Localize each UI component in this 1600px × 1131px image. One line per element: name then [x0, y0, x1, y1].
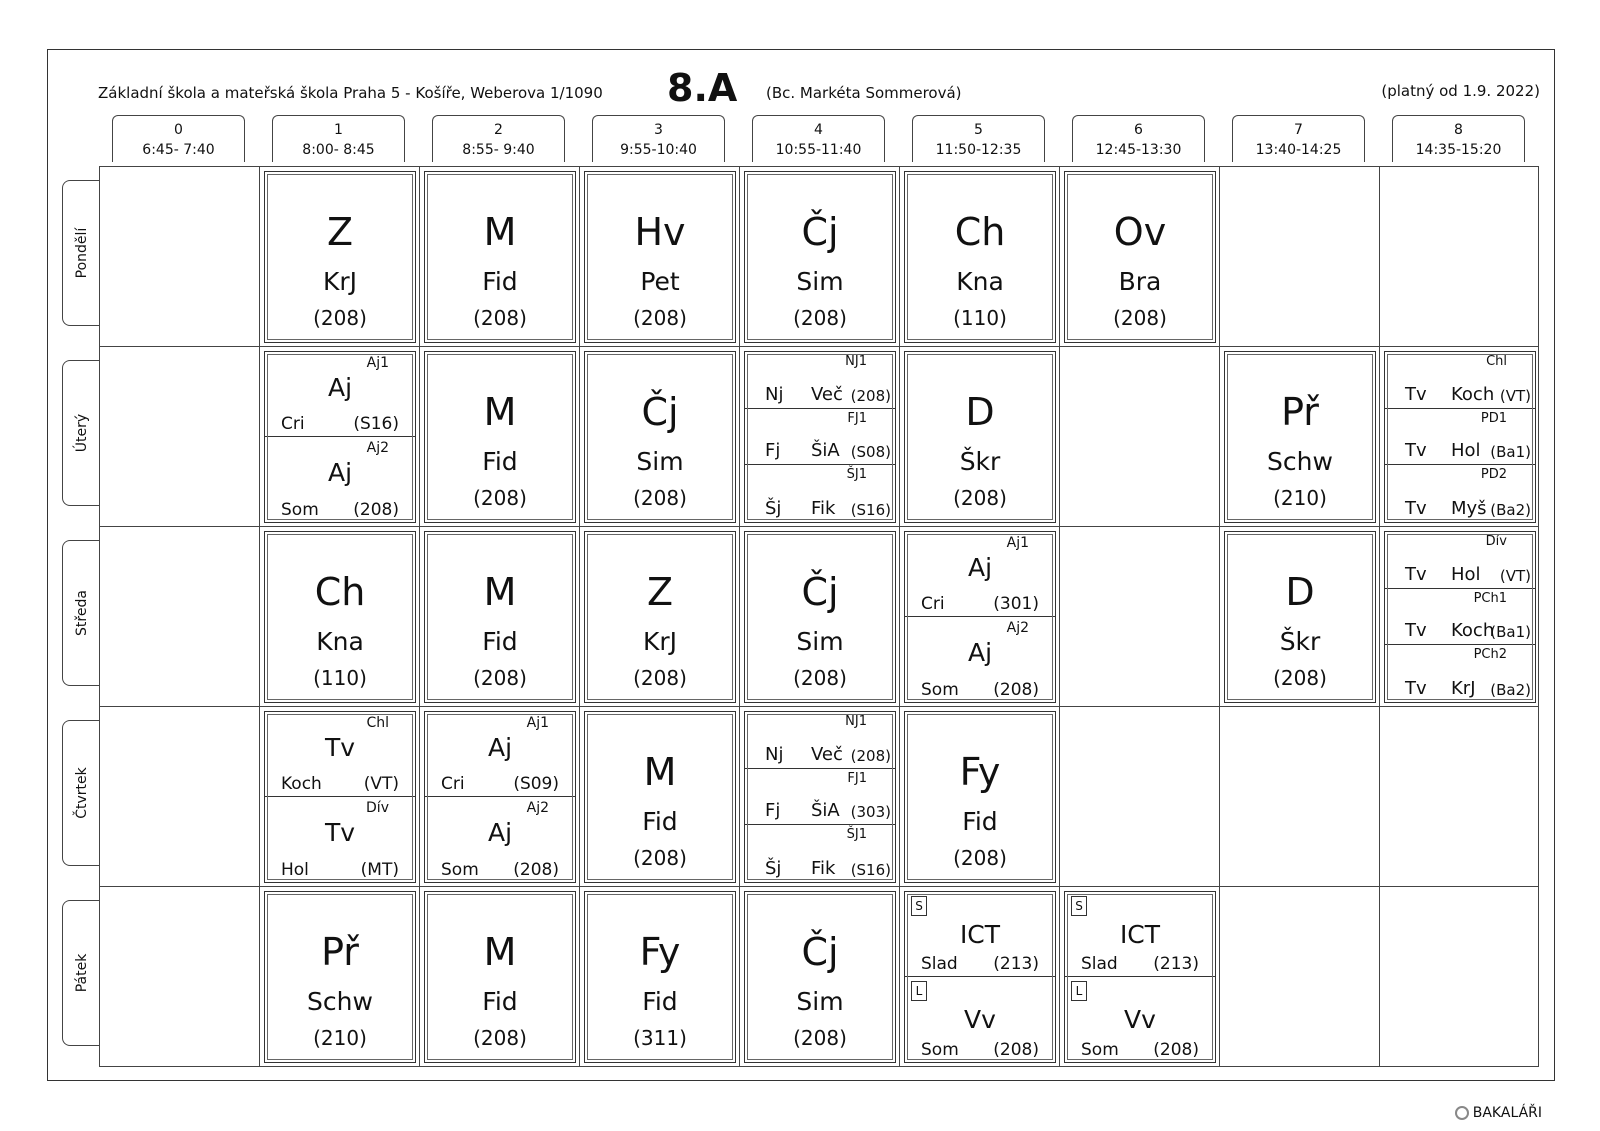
lesson-room: (208) — [633, 666, 687, 690]
lesson-teacher: Fid — [642, 807, 678, 836]
lesson-cell[interactable] — [264, 531, 416, 703]
timetable-header — [0, 66, 1600, 116]
lesson-room: (208) — [513, 860, 559, 880]
lesson-subject: M — [483, 210, 517, 254]
group-lesson — [1385, 532, 1535, 589]
lesson-teacher: Fik — [811, 857, 836, 879]
lesson-room: (S08) — [850, 443, 891, 462]
lesson-teacher: Myš — [1451, 497, 1487, 519]
lesson-subject: Fy — [639, 930, 681, 974]
period-time: 8:55- 9:40 — [462, 142, 535, 158]
period-tab-3 — [592, 115, 725, 162]
group-lesson — [905, 617, 1055, 702]
lesson-subject: Fj — [765, 440, 781, 462]
lesson-teacher: Koch — [1451, 383, 1495, 405]
bakalari-brand — [1455, 1105, 1542, 1121]
lesson-cell[interactable] — [264, 351, 416, 523]
lesson-room: (VT) — [363, 774, 399, 794]
lesson-subject: Aj — [487, 733, 513, 762]
lesson-subject: Z — [646, 570, 674, 614]
group-name: Aj2 — [526, 800, 549, 816]
lesson-subject: Aj — [967, 638, 993, 667]
period-number: 8 — [1454, 122, 1463, 138]
group-lesson — [905, 892, 1055, 977]
lesson-teacher: Som — [281, 500, 319, 520]
lesson-room: (208) — [993, 680, 1039, 700]
lesson-teacher: KrJ — [642, 627, 678, 656]
lesson-cell[interactable] — [1224, 531, 1376, 703]
group-lesson — [265, 712, 415, 797]
lesson-subject: Ov — [1113, 210, 1167, 254]
period-tab-1 — [272, 115, 405, 162]
week-marker: L — [911, 981, 927, 1001]
group-lesson — [745, 769, 895, 826]
period-number: 0 — [174, 122, 183, 138]
lesson-teacher: Pet — [640, 267, 680, 296]
lesson-subject: Tv — [1405, 440, 1427, 462]
lesson-room: (208) — [993, 1040, 1039, 1060]
lesson-subject: Vv — [964, 1005, 996, 1034]
lesson-room: (208) — [633, 306, 687, 330]
lesson-subject: Fj — [765, 800, 781, 822]
lesson-room: (208) — [793, 306, 847, 330]
lesson-cell[interactable] — [744, 531, 896, 703]
group-lesson — [1385, 589, 1535, 646]
lesson-room: (210) — [1273, 486, 1327, 510]
lesson-teacher: Hol — [1451, 440, 1481, 462]
lesson-cell[interactable] — [744, 171, 896, 343]
lesson-subject: Př — [321, 930, 359, 974]
lesson-subject: ICT — [1119, 920, 1161, 949]
group-name: PD2 — [1480, 467, 1507, 483]
lesson-cell[interactable] — [1224, 351, 1376, 523]
lesson-teacher: Schw — [1267, 447, 1333, 476]
slot — [1380, 887, 1540, 1067]
lesson-room: (208) — [633, 846, 687, 870]
lesson-room: (208) — [353, 500, 399, 520]
period-number: 6 — [1134, 122, 1143, 138]
period-time: 11:50-12:35 — [935, 142, 1022, 158]
lesson-room: (208) — [313, 306, 367, 330]
class-teacher: (Bc. Markéta Sommerová) — [766, 84, 962, 102]
day-label: Středa — [73, 590, 90, 636]
group-name: NJ1 — [845, 354, 867, 369]
lesson-subject: D — [1285, 570, 1315, 614]
lesson-cell[interactable] — [424, 171, 576, 343]
lesson-room: (Ba2) — [1490, 500, 1531, 519]
lesson-room: (208) — [473, 1026, 527, 1050]
lesson-teacher: Škr — [1279, 627, 1321, 656]
lesson-teacher: Cri — [441, 774, 465, 794]
lesson-subject: Z — [326, 210, 354, 254]
lesson-teacher: Več — [811, 743, 843, 765]
lesson-teacher: Fid — [482, 447, 518, 476]
lesson-room: (213) — [1153, 954, 1199, 974]
lesson-room: (S16) — [850, 860, 891, 879]
lesson-teacher: ŠiA — [811, 440, 840, 462]
slot — [1060, 527, 1220, 706]
slot — [100, 347, 260, 526]
slot — [1220, 707, 1380, 886]
period-tab-5 — [912, 115, 1045, 162]
lesson-teacher: Fid — [482, 267, 518, 296]
lesson-subject: Nj — [765, 743, 784, 765]
lesson-room: (213) — [993, 954, 1039, 974]
group-lesson — [745, 825, 895, 882]
group-lesson — [1065, 892, 1215, 977]
lesson-subject: M — [643, 750, 677, 794]
lesson-room: (S09) — [513, 774, 559, 794]
group-name: Chl — [1486, 354, 1507, 369]
bakalari-logo-icon — [1455, 1106, 1469, 1120]
lesson-subject: Aj — [327, 458, 353, 487]
lesson-cell[interactable] — [424, 711, 576, 883]
lesson-subject: Tv — [324, 818, 356, 847]
lesson-teacher: ŠiA — [811, 800, 840, 822]
group-name: Aj2 — [366, 440, 389, 456]
lesson-cell[interactable] — [904, 711, 1056, 883]
group-name: FJ1 — [847, 770, 867, 786]
lesson-teacher: Kna — [316, 627, 364, 656]
lesson-subject: M — [483, 390, 517, 434]
lesson-teacher: Schw — [307, 987, 373, 1016]
lesson-room: (110) — [313, 666, 367, 690]
lesson-teacher: Fid — [482, 627, 518, 656]
period-number: 7 — [1294, 122, 1303, 138]
lesson-room: (208) — [850, 386, 891, 405]
lesson-subject: Čj — [801, 570, 839, 614]
group-lesson — [425, 712, 575, 797]
lesson-cell[interactable] — [904, 891, 1056, 1063]
lesson-room: (311) — [633, 1026, 687, 1050]
group-name: NJ1 — [845, 714, 867, 729]
lesson-cell[interactable] — [1064, 891, 1216, 1063]
lesson-teacher: Som — [921, 680, 959, 700]
lesson-room: (208) — [473, 306, 527, 330]
period-time: 12:45-13:30 — [1095, 142, 1182, 158]
valid-from: (platný od 1.9. 2022) — [1381, 82, 1540, 100]
lesson-teacher: Slad — [921, 954, 958, 974]
group-lesson — [1385, 645, 1535, 702]
period-time: 9:55-10:40 — [620, 142, 697, 158]
lesson-teacher: Več — [811, 383, 843, 405]
group-name: PCh2 — [1473, 647, 1507, 663]
lesson-teacher: Slad — [1081, 954, 1118, 974]
day-label: Pátek — [73, 953, 90, 993]
day-label: Pondělí — [73, 227, 90, 279]
lesson-cell[interactable] — [584, 531, 736, 703]
group-lesson — [905, 532, 1055, 617]
group-lesson — [1065, 977, 1215, 1062]
lesson-cell[interactable] — [1384, 351, 1536, 523]
group-name: ŠJ1 — [846, 827, 867, 843]
period-tab-2 — [432, 115, 565, 162]
lesson-cell[interactable] — [744, 711, 896, 883]
slot — [1060, 347, 1220, 526]
lesson-teacher: Koch — [281, 774, 322, 794]
lesson-teacher: Sim — [636, 447, 684, 476]
lesson-subject: Fy — [959, 750, 1001, 794]
period-time: 13:40-14:25 — [1255, 142, 1342, 158]
lesson-teacher: Hol — [281, 860, 309, 880]
period-time: 10:55-11:40 — [775, 142, 862, 158]
lesson-subject: Tv — [1405, 620, 1427, 642]
lesson-cell[interactable] — [584, 351, 736, 523]
timetable-grid — [99, 166, 1539, 1067]
lesson-room: (208) — [850, 746, 891, 765]
lesson-subject: Aj — [327, 373, 353, 402]
lesson-room: (110) — [953, 306, 1007, 330]
period-number: 5 — [974, 122, 983, 138]
lesson-teacher: Fid — [482, 987, 518, 1016]
lesson-cell[interactable] — [424, 531, 576, 703]
lesson-subject: Tv — [1405, 383, 1427, 405]
group-name: Aj1 — [526, 715, 549, 731]
lesson-teacher: Sim — [796, 627, 844, 656]
lesson-subject: Aj — [487, 818, 513, 847]
group-name: ŠJ1 — [846, 467, 867, 483]
lesson-subject: Aj — [967, 553, 993, 582]
lesson-room: (210) — [313, 1026, 367, 1050]
lesson-teacher: KrJ — [1451, 677, 1476, 699]
lesson-room: (Ba2) — [1490, 680, 1531, 699]
period-time: 8:00- 8:45 — [302, 142, 375, 158]
group-name: FJ1 — [847, 410, 867, 426]
lesson-cell[interactable] — [1384, 531, 1536, 703]
day-label: Úterý — [73, 413, 90, 453]
lesson-cell[interactable] — [904, 351, 1056, 523]
lesson-room: (208) — [633, 486, 687, 510]
lesson-room: (VT) — [1499, 386, 1531, 405]
lesson-teacher: Fid — [642, 987, 678, 1016]
lesson-subject: Hv — [634, 210, 686, 254]
lesson-teacher: Koch — [1451, 620, 1495, 642]
lesson-teacher: Hol — [1451, 563, 1481, 585]
group-name: PD1 — [1480, 410, 1507, 426]
lesson-subject: Tv — [324, 733, 356, 762]
slot — [1220, 167, 1380, 346]
lesson-cell[interactable] — [904, 171, 1056, 343]
period-number: 3 — [654, 122, 663, 138]
lesson-cell[interactable] — [744, 351, 896, 523]
day-tab-wed — [62, 540, 100, 686]
group-name: Chl — [366, 715, 389, 731]
lesson-teacher: Som — [1081, 1040, 1119, 1060]
slot — [100, 707, 260, 886]
lesson-subject: Tv — [1405, 497, 1427, 519]
group-lesson — [1385, 465, 1535, 522]
period-tab-8 — [1392, 115, 1525, 162]
slot — [1220, 887, 1380, 1067]
lesson-subject: Nj — [765, 383, 784, 405]
lesson-teacher: Som — [921, 1040, 959, 1060]
slot — [100, 527, 260, 706]
group-name: Dív — [366, 800, 389, 816]
slot — [1060, 707, 1220, 886]
lesson-room: (208) — [473, 666, 527, 690]
day-tab-mon — [62, 180, 100, 326]
lesson-subject: D — [965, 390, 995, 434]
lesson-teacher: Cri — [281, 414, 305, 434]
group-lesson — [745, 712, 895, 769]
day-tab-tue — [62, 360, 100, 506]
group-lesson — [905, 977, 1055, 1062]
lesson-subject: Čj — [641, 390, 679, 434]
lesson-subject: M — [483, 930, 517, 974]
week-marker: L — [1071, 981, 1087, 1001]
lesson-cell[interactable] — [584, 711, 736, 883]
slot — [100, 167, 260, 346]
lesson-subject: Šj — [765, 497, 782, 519]
lesson-cell[interactable] — [584, 171, 736, 343]
lesson-subject: M — [483, 570, 517, 614]
lesson-room: (208) — [1153, 1040, 1199, 1060]
lesson-subject: Čj — [801, 930, 839, 974]
group-lesson — [425, 797, 575, 882]
lesson-room: (208) — [473, 486, 527, 510]
slot — [1380, 707, 1540, 886]
class-name: 8.A — [667, 66, 738, 110]
group-lesson — [745, 409, 895, 466]
lesson-cell[interactable] — [744, 891, 896, 1063]
group-name: Aj2 — [1006, 620, 1029, 636]
period-tab-4 — [752, 115, 885, 162]
group-lesson — [265, 352, 415, 437]
group-lesson — [265, 797, 415, 882]
slot — [1380, 167, 1540, 346]
period-tab-6 — [1072, 115, 1205, 162]
lesson-cell[interactable] — [424, 891, 576, 1063]
lesson-room: (208) — [953, 846, 1007, 870]
group-name: Aj1 — [1006, 535, 1029, 551]
lesson-room: (208) — [953, 486, 1007, 510]
lesson-cell[interactable] — [264, 891, 416, 1063]
lesson-subject: ICT — [959, 920, 1001, 949]
period-number: 4 — [814, 122, 823, 138]
lesson-room: (VT) — [1499, 566, 1531, 585]
lesson-teacher: Bra — [1118, 267, 1162, 296]
lesson-teacher: Cri — [921, 594, 945, 614]
period-number: 2 — [494, 122, 503, 138]
lesson-cell[interactable] — [1064, 171, 1216, 343]
lesson-room: (Ba1) — [1490, 443, 1531, 462]
period-tab-0 — [112, 115, 245, 162]
lesson-room: (Ba1) — [1490, 623, 1531, 642]
lesson-room: (208) — [793, 1026, 847, 1050]
group-lesson — [265, 437, 415, 522]
group-name: Dív — [1485, 534, 1507, 549]
lesson-room: (303) — [850, 803, 891, 822]
period-time: 6:45- 7:40 — [142, 142, 215, 158]
lesson-subject: Vv — [1124, 1005, 1156, 1034]
brand-label: BAKALÁŘI — [1472, 1105, 1542, 1121]
period-time: 14:35-15:20 — [1415, 142, 1502, 158]
lesson-teacher: Sim — [796, 987, 844, 1016]
group-lesson — [745, 465, 895, 522]
day-label: Čtvrtek — [73, 767, 90, 819]
period-number: 1 — [334, 122, 343, 138]
lesson-teacher: Škr — [959, 447, 1001, 476]
week-marker: S — [911, 896, 927, 916]
lesson-room: (S16) — [353, 414, 399, 434]
group-lesson — [1385, 409, 1535, 466]
school-name: Základní škola a mateřská škola Praha 5 - Košíře, Weberova 1/1090 — [98, 84, 603, 102]
lesson-teacher: KrJ — [322, 267, 358, 296]
period-tab-7 — [1232, 115, 1365, 162]
lesson-teacher: Kna — [956, 267, 1004, 296]
lesson-teacher: Sim — [796, 267, 844, 296]
slot — [100, 887, 260, 1067]
lesson-subject: Šj — [765, 857, 782, 879]
lesson-subject: Čj — [801, 210, 839, 254]
group-name: Aj1 — [366, 355, 389, 371]
lesson-subject: Tv — [1405, 677, 1427, 699]
group-name: PCh1 — [1473, 590, 1507, 606]
group-lesson — [745, 352, 895, 409]
lesson-teacher: Som — [441, 860, 479, 880]
day-tab-fri — [62, 900, 100, 1046]
group-lesson — [1385, 352, 1535, 409]
week-marker: S — [1071, 896, 1087, 916]
lesson-room: (208) — [793, 666, 847, 690]
lesson-subject: Tv — [1405, 563, 1427, 585]
lesson-room: (208) — [1273, 666, 1327, 690]
lesson-room: (S16) — [850, 500, 891, 519]
lesson-cell[interactable] — [584, 891, 736, 1063]
lesson-room: (208) — [1113, 306, 1167, 330]
day-tab-thu — [62, 720, 100, 866]
lesson-cell[interactable] — [264, 711, 416, 883]
lesson-cell[interactable] — [424, 351, 576, 523]
lesson-room: (MT) — [360, 860, 399, 880]
lesson-teacher: Fid — [962, 807, 998, 836]
lesson-subject: Ch — [314, 570, 366, 614]
lesson-cell[interactable] — [264, 171, 416, 343]
lesson-subject: Ch — [954, 210, 1006, 254]
lesson-cell[interactable] — [904, 531, 1056, 703]
lesson-subject: Př — [1281, 390, 1319, 434]
lesson-teacher: Fik — [811, 497, 836, 519]
lesson-room: (301) — [993, 594, 1039, 614]
